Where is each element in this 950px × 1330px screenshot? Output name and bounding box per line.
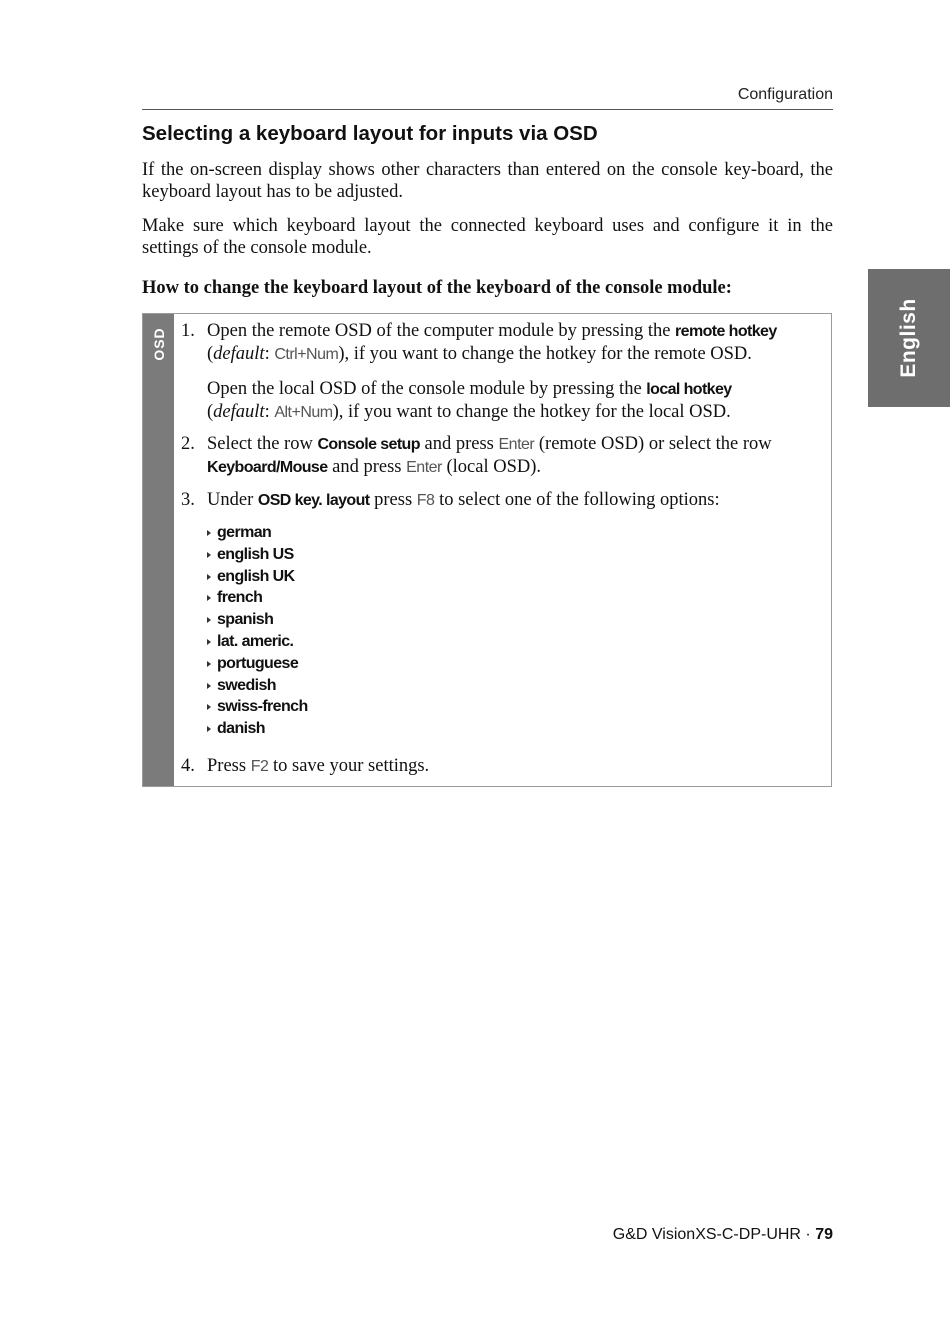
text-run: and press [419, 434, 499, 454]
key-f2: F2 [250, 758, 269, 775]
step-text [207, 755, 827, 778]
list-item [207, 566, 308, 588]
default-label: default [213, 344, 265, 364]
bullet-triangle-icon [207, 552, 211, 558]
step-text [207, 320, 827, 424]
text-run: and press [327, 457, 407, 477]
option-label: danish [217, 720, 265, 738]
text-run: to select one of the following options: [434, 490, 720, 510]
page-footer [142, 1226, 833, 1244]
option-label: spanish [217, 611, 274, 629]
text-run: ( [207, 402, 214, 422]
option-label: english UK [217, 567, 295, 585]
keyword-osd-key-layout: OSD key. layout [257, 492, 370, 509]
header-divider [142, 109, 833, 110]
text-run: Open the remote OSD of the computer module by pressing the [207, 321, 676, 341]
list-item [207, 522, 308, 544]
language-tab-label: English [897, 298, 920, 378]
default-label: default [213, 402, 265, 422]
key-alt-num: Alt+Num [274, 404, 333, 421]
key-f8: F8 [416, 492, 435, 509]
text-run: Select the row [207, 434, 318, 454]
footer-product: G&D VisionXS-C-DP-UHR · [612, 1226, 816, 1243]
text-run: ), if you want to change the hotkey for the remote OSD. [338, 344, 752, 364]
step-number: 2. [181, 434, 195, 454]
step-text [207, 489, 827, 512]
text-run: ), if you want to change the hotkey for the local OSD. [332, 402, 731, 422]
list-item [207, 544, 308, 566]
bullet-triangle-icon [207, 595, 211, 601]
step-1-local [207, 378, 827, 424]
section-title: Selecting a keyboard layout for inputs via OSD [142, 122, 598, 145]
step-1-remote [207, 320, 827, 366]
list-item [207, 653, 308, 675]
keyword-keyboard-mouse: Keyboard/Mouse [207, 459, 328, 476]
bullet-triangle-icon [207, 726, 211, 732]
osd-side-label: OSD [150, 327, 167, 361]
howto-heading: How to change the keyboard layout of the keyboard of the console module: [142, 278, 732, 298]
list-item [207, 718, 308, 740]
step-number: 4. [181, 756, 195, 776]
text-run: : [264, 344, 275, 364]
list-item [207, 696, 308, 718]
text-run: (local OSD). [441, 457, 542, 477]
text-run: (remote OSD) or select the row [534, 434, 772, 454]
layout-options-list [207, 522, 308, 740]
bullet-triangle-icon [207, 661, 211, 667]
osd-side-bar [143, 314, 174, 786]
option-label: portuguese [217, 654, 299, 672]
language-tab [868, 269, 950, 407]
keyword-local-hotkey: local hotkey [646, 381, 732, 398]
step-number: 1. [181, 321, 195, 341]
list-item [207, 587, 308, 609]
running-header-section: Configuration [737, 86, 833, 103]
text-run: ( [207, 344, 214, 364]
osd-instructions-box [142, 313, 832, 787]
option-label: french [217, 589, 263, 607]
key-enter: Enter [406, 459, 442, 476]
text-run: Open the local OSD of the console module by pressing the [207, 379, 647, 399]
text-run: press [369, 490, 417, 510]
key-enter: Enter [498, 436, 535, 453]
bullet-triangle-icon [207, 683, 211, 689]
option-label: german [217, 524, 272, 541]
step-text [207, 433, 827, 479]
option-label: swedish [217, 676, 276, 694]
key-ctrl-num: Ctrl+Num [274, 346, 339, 363]
option-label: english US [217, 545, 294, 563]
page-number: 79 [815, 1226, 833, 1243]
bullet-triangle-icon [207, 704, 211, 710]
option-label: lat. americ. [217, 632, 294, 650]
bullet-triangle-icon [207, 639, 211, 645]
text-run: to save your settings. [268, 756, 430, 776]
bullet-triangle-icon [207, 574, 211, 580]
keyword-remote-hotkey: remote hotkey [675, 323, 777, 340]
list-item [207, 609, 308, 631]
intro-paragraph-1: If the on-screen display shows other characters than entered on the console key-board, the keyboard layout has to be adjusted. [142, 160, 833, 202]
intro-paragraph-2: Make sure which keyboard layout the connected keyboard uses and configure it in the settings of the console module. [142, 216, 833, 258]
bullet-triangle-icon [207, 530, 211, 536]
text-run: : [264, 402, 275, 422]
text-run: Press [207, 756, 251, 776]
step-number: 3. [181, 490, 195, 510]
list-item [207, 675, 308, 697]
keyword-console-setup: Console setup [317, 436, 420, 453]
text-run: Under [207, 490, 258, 510]
list-item [207, 631, 308, 653]
option-label: swiss-french [217, 698, 308, 716]
bullet-triangle-icon [207, 617, 211, 623]
